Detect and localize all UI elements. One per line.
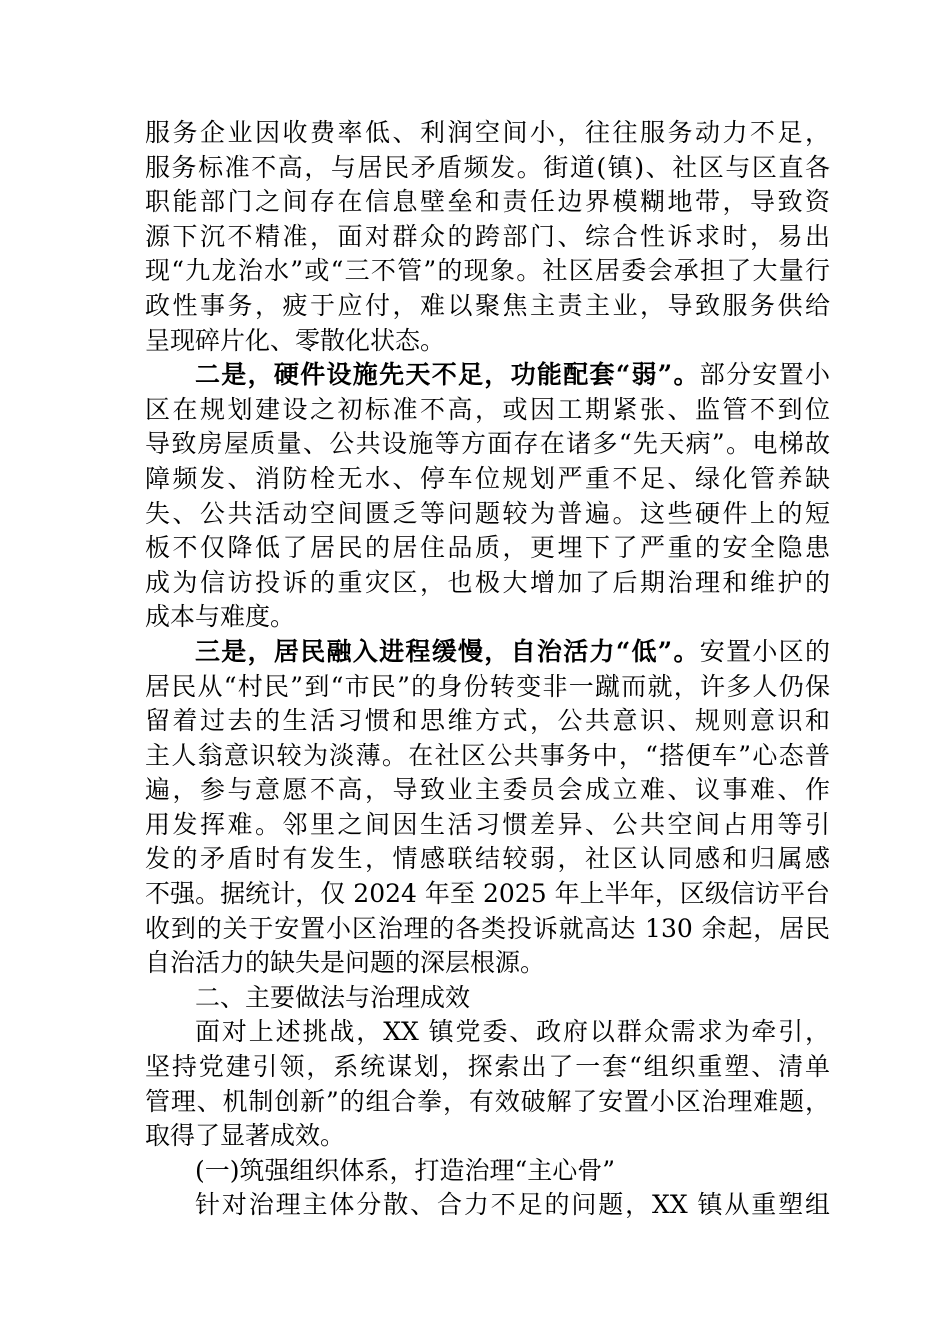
text-line: 区在规划建设之初标准不高，或因工期紧张、监管不到位 <box>145 394 830 424</box>
text-line: 导致房屋质量、公共设施等方面存在诸多“先天病”。电梯故 <box>145 429 830 459</box>
heading-continuation: 安置小区的 <box>699 636 830 666</box>
text-line: 成为信访投诉的重灾区，也极大增加了后期治理和维护的 <box>145 567 830 597</box>
text-line: 用发挥难。邻里之间因生活习惯差异、公共空间占用等引 <box>145 809 830 839</box>
text-line: 不强。据统计，仅 2024 年至 2025 年上半年，区级信访平台 <box>145 879 830 909</box>
text-line: 针对治理主体分散、合力不足的问题，XX 镇从重塑组 <box>195 1190 830 1220</box>
text-line: 主人翁意识较为淡薄。在社区公共事务中，“搭便车”心态普 <box>145 740 830 770</box>
text-line: 板不仅降低了居民的居住品质，更埋下了严重的安全隐患 <box>145 533 830 563</box>
text-line: 政性事务，疲于应付，难以聚焦主责主业，导致服务供给 <box>145 290 830 320</box>
text-line: 留着过去的生活习惯和思维方式，公共意识、规则意识和 <box>145 706 830 736</box>
text-line: 取得了显著成效。 <box>145 1121 346 1151</box>
text-line: 服务标准不高，与居民矛盾频发。街道(镇)、社区与区直各 <box>145 152 830 182</box>
text-line: 坚持党建引领，系统谋划，探索出了一套“组织重塑、清单 <box>145 1052 830 1082</box>
text-line: 源下沉不精准，面对群众的跨部门、综合性诉求时，易出 <box>145 221 830 251</box>
text-line: 失、公共活动空间匮乏等问题较为普遍。这些硬件上的短 <box>145 498 830 528</box>
text-line: 居民从“村民”到“市民”的身份转变非一蹴而就，许多人仍保 <box>145 671 830 701</box>
text-line: 职能部门之间存在信息壁垒和责任边界模糊地带，导致资 <box>145 187 830 217</box>
bold-heading: 三是，居民融入进程缓慢，自治活力“低”。 <box>195 636 700 666</box>
section-heading: 二、主要做法与治理成效 <box>195 982 471 1012</box>
text-line: 现“九龙治水”或“三不管”的现象。社区居委会承担了大量行 <box>145 256 830 286</box>
heading-continuation: 部分安置小 <box>699 360 830 390</box>
document-body <box>145 116 830 1223</box>
bold-heading: 二是，硬件设施先天不足，功能配套“弱”。 <box>195 360 700 390</box>
paragraph-heading-line <box>145 358 830 393</box>
text-line: 遍，参与意愿不高，导致业主委员会成立难、议事难、作 <box>145 775 830 805</box>
text-line: 面对上述挑战，XX 镇党委、政府以群众需求为牵引， <box>195 1017 830 1047</box>
text-line: 呈现碎片化、零散化状态。 <box>145 325 446 355</box>
text-line: 服务企业因收费率低、利润空间小，往往服务动力不足， <box>145 118 830 147</box>
subsection-heading: (一)筑强组织体系，打造治理“主心骨” <box>195 1155 616 1185</box>
text-line: 收到的关于安置小区治理的各类投诉就高达 130 余起，居民 <box>145 913 830 943</box>
text-line: 成本与难度。 <box>145 602 296 632</box>
text-line: 发的矛盾时有发生，情感联结较弱，社区认同感和归属感 <box>145 844 830 874</box>
text-line: 障频发、消防栓无水、停车位规划严重不足、绿化管养缺 <box>145 463 830 493</box>
text-line: 管理、机制创新”的组合拳，有效破解了安置小区治理难题， <box>145 1086 830 1116</box>
text-line: 自治活力的缺失是问题的深层根源。 <box>145 948 546 978</box>
paragraph-heading-line <box>145 635 830 670</box>
